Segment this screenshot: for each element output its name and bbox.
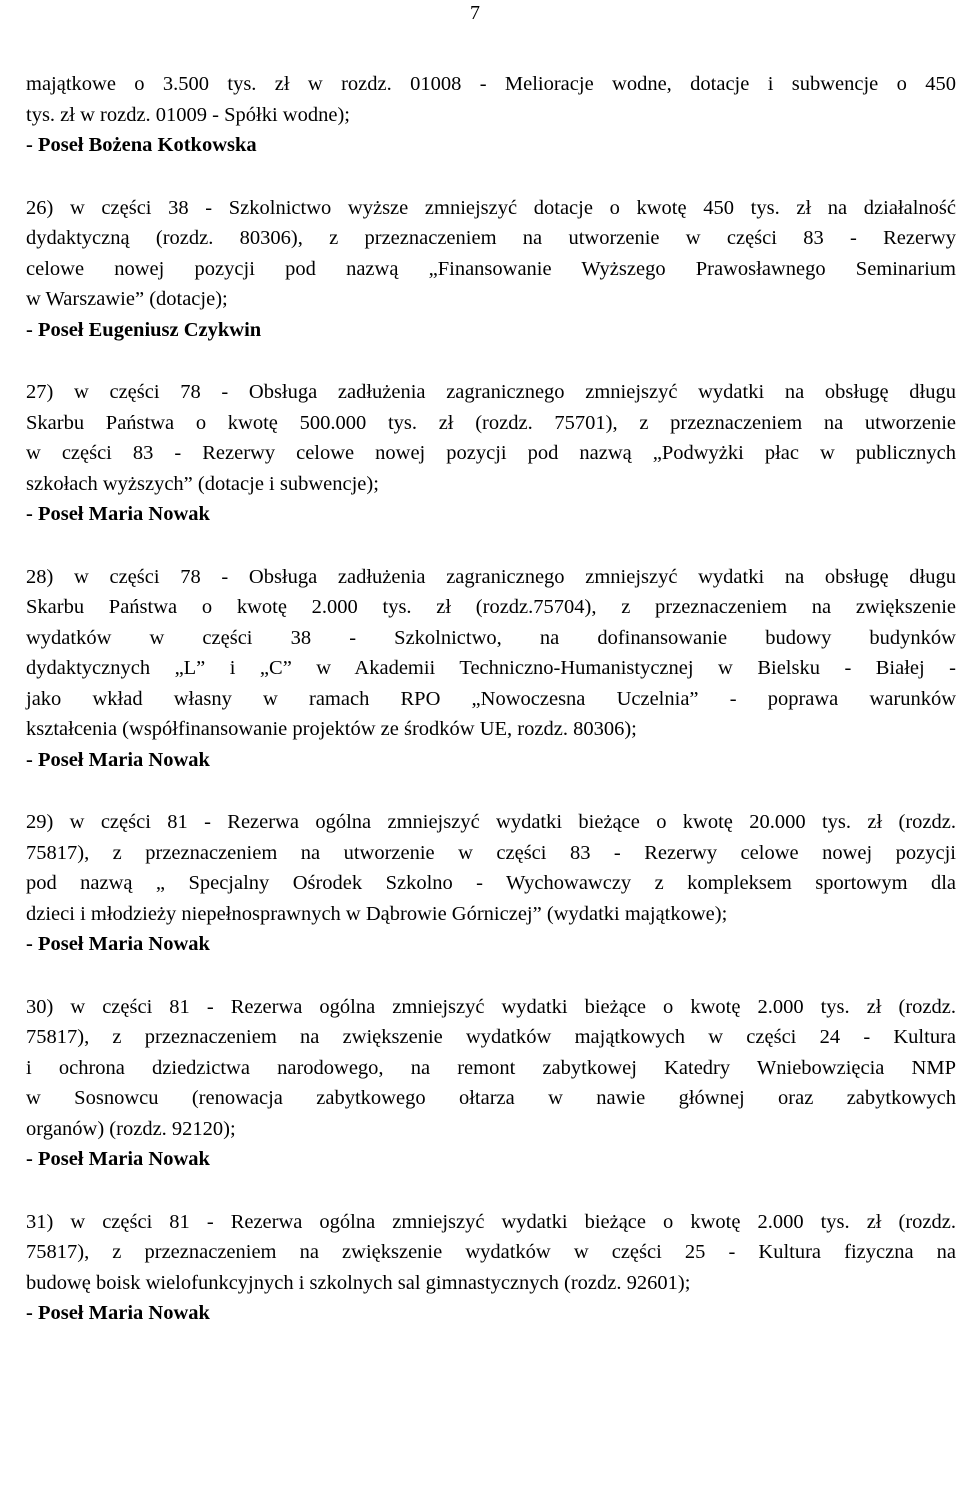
paragraph-line: tys. zł w rozdz. 01009 - Spółki wodne);: [26, 103, 350, 126]
paragraph-line: organów) (rozdz. 92120);: [26, 1117, 236, 1140]
paragraph-line: wydatków w części 38 - Szkolnictwo, na dofinansowanie budowy budynków: [26, 626, 956, 649]
amendment-30: [26, 992, 956, 1175]
amendment-31: [26, 1207, 956, 1329]
speaker-name: - Poseł Maria Nowak: [26, 1148, 210, 1170]
paragraph-line: 27) w części 78 - Obsługa zadłużenia zagranicznego zmniejszyć wydatki na obsługę długu: [26, 381, 956, 403]
speaker-name: - Poseł Maria Nowak: [26, 503, 210, 525]
paragraph-line: kształcenia (współfinansowanie projektów ze środków UE, rozdz. 80306);: [26, 718, 637, 740]
page-number: 7: [470, 2, 480, 24]
paragraph-line: 75817), z przeznaczeniem na zwiększenie wydatków majątkowych w części 24 - Kultura: [26, 1026, 956, 1048]
paragraph-line: 31) w części 81 - Rezerwa ogólna zmniejszyć wydatki bieżące o kwotę 2.000 tys. zł (rozdz.: [26, 1210, 956, 1233]
speaker-name: - Poseł Maria Nowak: [26, 933, 210, 955]
paragraph-line: Skarbu Państwa o kwotę 2.000 tys. zł (rozdz.75704), z przeznaczeniem na zwiększenie: [26, 596, 956, 618]
document-body: [26, 69, 956, 1329]
paragraph-line: 29) w części 81 - Rezerwa ogólna zmniejszyć wydatki bieżące o kwotę 20.000 tys. zł (rozdz.: [26, 811, 956, 833]
paragraph-continuation: [26, 69, 956, 161]
paragraph-line: w Sosnowcu (renowacja zabytkowego ołtarza w nawie głównej oraz zabytkowych: [26, 1087, 956, 1109]
paragraph-line: dydaktycznych „L” i „C” w Akademii Techniczno-Humanistycznej w Bielsku - Białej -: [26, 657, 956, 679]
paragraph-line: 75817), z przeznaczeniem na zwiększenie wydatków w części 25 - Kultura fizyczna na: [26, 1241, 956, 1263]
speaker-name: - Poseł Maria Nowak: [26, 1302, 210, 1324]
paragraph-line: Skarbu Państwa o kwotę 500.000 tys. zł (rozdz. 75701), z przeznaczeniem na utworzenie: [26, 411, 956, 434]
paragraph-line: 28) w części 78 - Obsługa zadłużenia zagranicznego zmniejszyć wydatki na obsługę długu: [26, 565, 956, 588]
amendment-26: [26, 193, 956, 346]
paragraph-line: majątkowe o 3.500 tys. zł w rozdz. 01008 - Melioracje wodne, dotacje i subwencje o 450: [26, 73, 956, 95]
amendment-28: [26, 562, 956, 776]
paragraph-line: budowę boisk wielofunkcyjnych i szkolnych sal gimnastycznych (rozdz. 92601);: [26, 1271, 691, 1294]
paragraph-line: 75817), z przeznaczeniem na utworzenie w części 83 - Rezerwy celowe nowej pozycji: [26, 841, 956, 864]
paragraph-line: pod nazwą „ Specjalny Ośrodek Szkolno - Wychowawczy z kompleksem sportowym dla: [26, 872, 956, 894]
paragraph-line: w części 83 - Rezerwy celowe nowej pozycji pod nazwą „Podwyżki płac w publicznych: [26, 442, 956, 464]
paragraph-line: jako wkład własny w ramach RPO „Nowoczesna Uczelnia” - poprawa warunków: [26, 687, 956, 710]
amendment-29: [26, 807, 956, 960]
paragraph-line: w Warszawie” (dotacje);: [26, 288, 228, 310]
paragraph-line: celowe nowej pozycji pod nazwą „Finansowanie Wyższego Prawosławnego Seminarium: [26, 257, 956, 280]
speaker-name: - Poseł Eugeniusz Czykwin: [26, 318, 262, 341]
paragraph-line: i ochrona dziedzictwa narodowego, na remont zabytkowej Katedry Wniebowzięcia NMP: [26, 1056, 956, 1079]
paragraph-line: dydaktyczną (rozdz. 80306), z przeznaczeniem na utworzenie w części 83 - Rezerwy: [26, 227, 956, 249]
speaker-name: - Poseł Bożena Kotkowska: [26, 134, 257, 156]
paragraph-line: dzieci i młodzieży niepełnosprawnych w Dąbrowie Górniczej” (wydatki majątkowe);: [26, 902, 728, 925]
paragraph-line: 30) w części 81 - Rezerwa ogólna zmniejszyć wydatki bieżące o kwotę 2.000 tys. zł (rozdz.: [26, 995, 956, 1018]
amendment-27: [26, 377, 956, 530]
speaker-name: - Poseł Maria Nowak: [26, 748, 210, 771]
paragraph-line: 26) w części 38 - Szkolnictwo wyższe zmniejszyć dotacje o kwotę 450 tys. zł na działalność: [26, 196, 956, 219]
paragraph-line: szkołach wyższych” (dotacje i subwencje);: [26, 472, 379, 495]
